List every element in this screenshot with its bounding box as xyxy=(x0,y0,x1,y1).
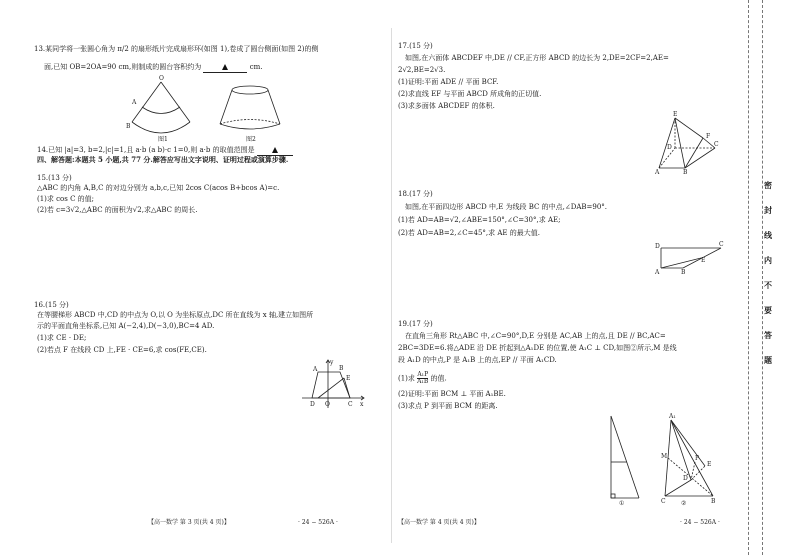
left-page xyxy=(0,0,395,555)
fig-label-E: E xyxy=(673,111,678,118)
q19-line4 xyxy=(398,372,447,385)
q13-answer-blank xyxy=(203,63,247,73)
q19-line6: (3)求点 P 到平面 BCM 的距离. xyxy=(398,402,498,410)
q13-unit: cm. xyxy=(249,63,263,71)
fig-label-E: E xyxy=(701,257,706,264)
fig-label-A: A xyxy=(313,366,318,373)
page-divider xyxy=(391,28,392,543)
right-page xyxy=(395,0,725,555)
binding-char: 不 xyxy=(764,280,772,290)
fig-label-A1: A₁ xyxy=(669,413,676,420)
q17-figure xyxy=(655,111,719,176)
q15-line3: (2)若 c=3√2,△ABC 的面积为√2,求△ABC 的周长. xyxy=(37,206,198,214)
q16-figure xyxy=(300,358,366,410)
fig-label-B: B xyxy=(681,269,686,276)
fig-label-D: D xyxy=(683,475,688,482)
fig-label-F: F xyxy=(706,133,711,140)
q17-line3: (1)证明:平面 ADE // 平面 BCF. xyxy=(398,78,499,86)
binding-char: 答 xyxy=(764,330,772,340)
binding-char: 线 xyxy=(764,230,772,240)
q13-fig2-label: 图2 xyxy=(246,136,256,143)
q18-line2: (1)若 AD=AB=√2,∠ABE=150°,∠C=30°,求 AE; xyxy=(398,216,561,224)
q13-fig1-label: 图1 xyxy=(158,136,168,143)
fig-label-B: B xyxy=(711,498,716,505)
q19-line2: 2BC=3DE=6.将△ADE 沿 DE 折起到△A₁DE 的位置,使 A₁C ⊥ CD,如图②所示,M 是线 xyxy=(398,344,677,352)
q17-line5: (3)求多面体 ABCDEF 的体积. xyxy=(398,102,495,110)
left-footer-title: 【高一数学 第 3 页(共 4 页)】 xyxy=(148,519,230,526)
q17-line1: 如图,在六面体 ABCDEF 中,DE // CF,正方形 ABCD 的边长为 2,DE=2CF=2,AE= xyxy=(405,54,669,62)
right-footer-code: · 24 − 526A · xyxy=(680,519,720,526)
fig-label-A: A xyxy=(655,269,660,276)
q13-figure-2 xyxy=(218,84,282,136)
q18-header: 18.(17 分) xyxy=(398,190,433,198)
fig-label-y: y xyxy=(330,359,334,366)
fig-label-C: C xyxy=(661,498,666,505)
binding-char: 题 xyxy=(764,355,772,365)
q15-line2: (1)求 cos C 的值; xyxy=(37,195,95,203)
q13-figure-1 xyxy=(126,72,196,142)
fig-label-x: x xyxy=(360,401,364,408)
q13-line2-text: 面,已知 OB=2OA=90 cm,则制成的圆台容积约为 xyxy=(44,63,202,71)
q19-fig2-label: ② xyxy=(681,500,687,507)
fig-label-M: M xyxy=(661,453,668,460)
fig-label-A: A xyxy=(132,99,137,106)
binding-strip xyxy=(728,0,794,555)
binding-char: 内 xyxy=(764,255,772,265)
fig-label-B: B xyxy=(339,365,344,372)
q18-line3: (2)若 AD=AB=2,∠C=45°,求 AE 的最大值. xyxy=(398,229,540,237)
q19-fraction-numerator: A₁P xyxy=(417,371,429,378)
fig-label-O: O xyxy=(325,401,330,408)
fig-label-P: P xyxy=(695,455,700,462)
q16-line4: (2)若点 F 在线段 CD 上,FE · CE=6,求 cos(FE,CE). xyxy=(37,346,207,354)
binding-char: 密 xyxy=(764,180,772,190)
q19-fraction xyxy=(417,372,428,385)
q18-figure xyxy=(655,240,723,276)
fig-label-D: D xyxy=(667,144,672,151)
q17-line4: (2)求直线 EF 与平面 ABCD 所成角的正切值. xyxy=(398,90,542,98)
fig-label-D: D xyxy=(310,401,315,408)
answer-triangle-icon xyxy=(272,147,278,153)
q16-line3: (1)求 CE · DE; xyxy=(37,334,87,342)
q19-line5: (2)证明:平面 BCM ⊥ 平面 A₁BE. xyxy=(398,390,506,398)
q19-line3: 段 A₁D 的中点,P 是 A₁B 上的点,EP // 平面 A₁CD. xyxy=(398,356,557,364)
binding-char: 封 xyxy=(764,205,772,215)
q18-line1: 如图,在平面四边形 ABCD 中,E 为线段 BC 的中点,∠DAB=90°. xyxy=(405,203,608,211)
fig-label-D: D xyxy=(655,243,660,250)
answer-triangle-icon xyxy=(222,64,228,70)
q16-line1: 在等腰梯形 ABCD 中,CD 的中点为 O,以 O 为坐标原点,DC 所在直线为 x 轴,建立如图所 xyxy=(37,311,314,319)
fig-label-C: C xyxy=(348,401,353,408)
fig-label-E: E xyxy=(346,375,351,382)
q17-line2: 2√2,BE=2√3. xyxy=(398,66,446,74)
q15-header: 15.(13 分) xyxy=(37,174,72,182)
right-footer-title: 【高一数学 第 4 页(共 4 页)】 xyxy=(398,519,480,526)
q17-header: 17.(15 分) xyxy=(398,42,433,50)
fig-label-C: C xyxy=(719,241,724,248)
q19-figure-2 xyxy=(661,414,719,504)
q16-line2: 示的平面直角坐标系,已知 A(−2,4),D(−3,0),BC=4 AD. xyxy=(37,322,215,330)
q15-line1: △ABC 的内角 A,B,C 的对边分别为 a,b,c,已知 2cos C(acos B+bcos A)=c. xyxy=(37,184,280,192)
q19-line1: 在直角三角形 Rt△ABC 中,∠C=90°,D,E 分别是 AC,AB 上的点,且 DE // BC,AC= xyxy=(405,332,666,340)
q16-header: 16.(15 分) xyxy=(34,301,69,309)
q19-line4-prefix: (1)求 xyxy=(398,374,415,383)
left-footer-code: · 24 − 526A · xyxy=(298,519,338,526)
q19-line4-suffix: 的值. xyxy=(430,374,447,383)
binding-dashed-line-inner xyxy=(762,0,763,555)
q19-fraction-denominator: A₁B xyxy=(417,378,429,385)
fig-label-O: O xyxy=(159,75,164,82)
fig-label-B: B xyxy=(126,123,131,130)
q19-fig1-label: ① xyxy=(619,500,625,507)
q14-line1-text: 14.已知 |a|=3, b=2,|c|=1,且 a·b (a b)·c 1=0,则 a·b 的取值范围是 xyxy=(37,146,255,154)
q13-line1: 13.某同学将一张圆心角为 π/2 的扇形纸片完成扇形环(如图 1),卷成了圆台侧面(如图 2)的侧 xyxy=(34,45,319,53)
binding-char: 要 xyxy=(764,305,772,315)
section-four-heading: 四、解答题:本题共 5 小题,共 77 分.解答应写出文字说明、证明过程或演算步骤. xyxy=(37,155,289,164)
binding-dashed-line-outer xyxy=(748,0,749,555)
q19-figure-1 xyxy=(603,414,643,504)
fig-label-A: A xyxy=(655,169,660,176)
fig-label-E: E xyxy=(707,461,712,468)
fig-label-C: C xyxy=(714,141,719,148)
q19-header: 19.(17 分) xyxy=(398,320,433,328)
fig-label-B: B xyxy=(683,169,688,176)
